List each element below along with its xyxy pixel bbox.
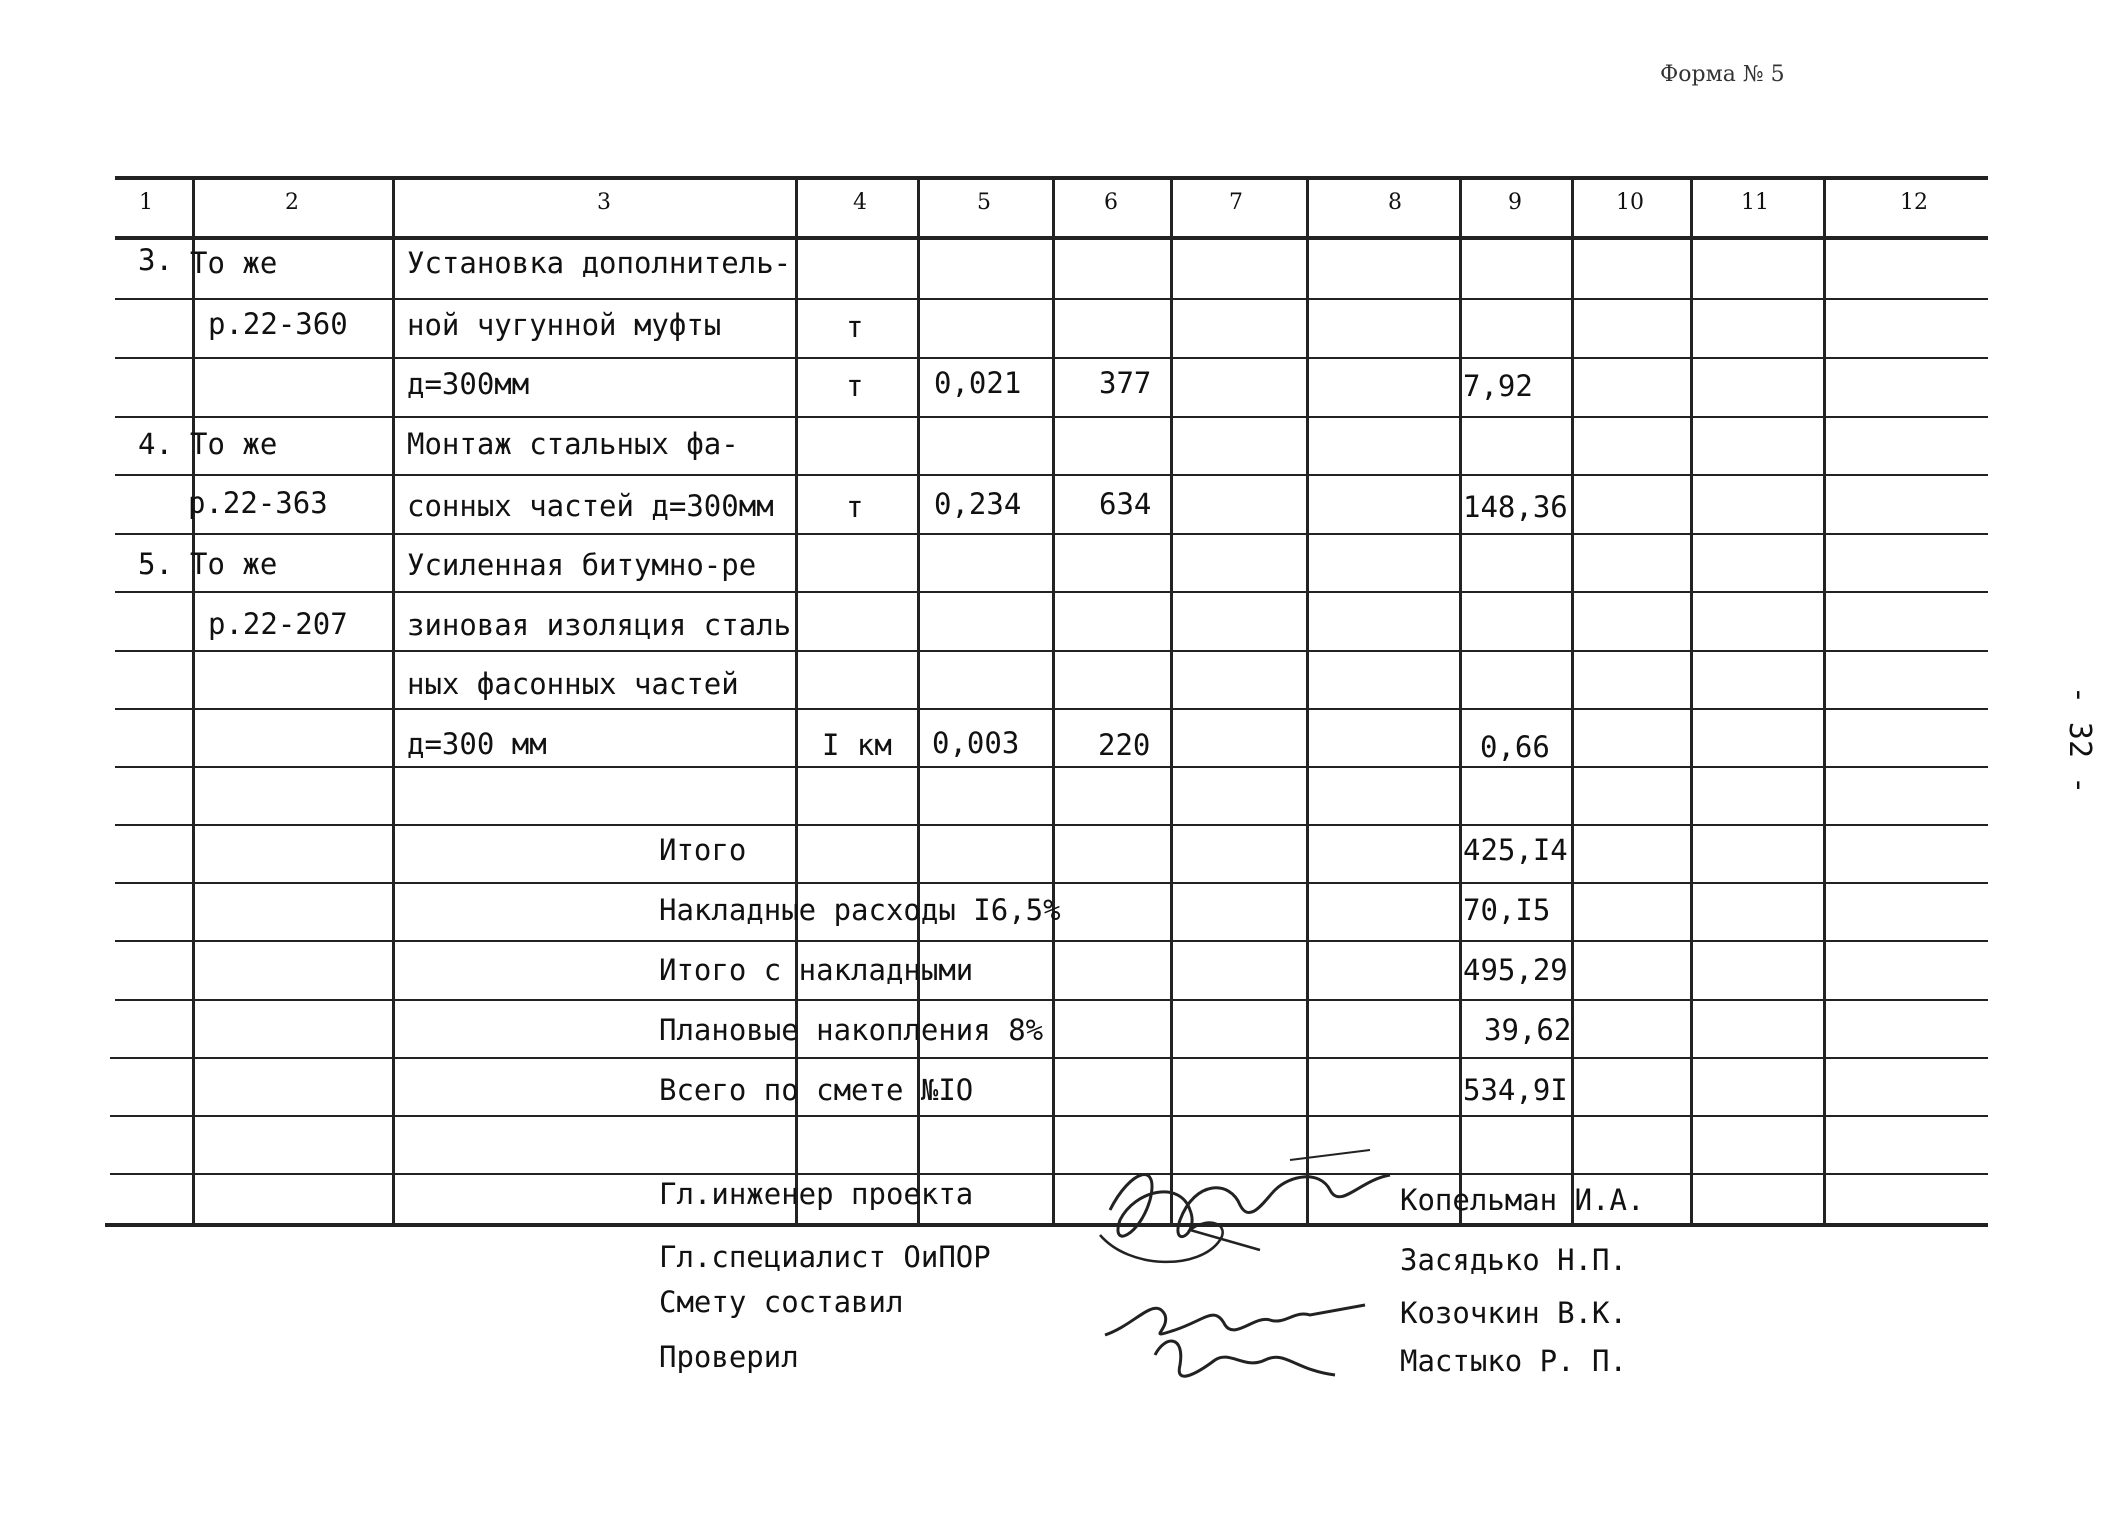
column-divider xyxy=(1170,176,1173,1223)
row-description: д=300 мм xyxy=(407,727,547,761)
signatory-role: Гл.инженер проекта xyxy=(659,1177,974,1211)
row-total: 0,66 xyxy=(1480,730,1550,764)
signatory-role: Гл.специалист ОиПОР xyxy=(659,1240,991,1274)
row-description: Монтаж стальных фа- xyxy=(407,427,739,461)
signatory-name: Мастыко Р. П. xyxy=(1400,1344,1627,1378)
form-label: Форма № 5 xyxy=(1660,62,1785,87)
summary-label: Накладные расходы I6,5% xyxy=(659,893,1061,927)
row-unit: I км xyxy=(822,728,892,762)
row-number: 4. xyxy=(138,427,173,461)
column-divider xyxy=(1052,176,1055,1223)
row-total: 148,36 xyxy=(1463,490,1568,524)
column-header: 4 xyxy=(853,190,867,215)
column-divider xyxy=(192,176,195,1223)
summary-label: Всего по смете №IO xyxy=(659,1073,974,1107)
column-divider xyxy=(1459,176,1462,1223)
row-total: 7,92 xyxy=(1463,369,1533,403)
column-header: 7 xyxy=(1229,190,1243,215)
summary-value: 534,9I xyxy=(1463,1073,1568,1107)
column-header: 5 xyxy=(977,190,991,215)
row-unit-price: 377 xyxy=(1099,366,1152,400)
signatory-name: Засядько Н.П. xyxy=(1400,1243,1627,1277)
column-header: 1 xyxy=(139,190,153,215)
summary-label: Итого с накладными xyxy=(659,953,974,987)
row-unit: т xyxy=(846,490,864,524)
row-reference: То же xyxy=(190,427,278,461)
signatory-role: Проверил xyxy=(659,1340,799,1374)
row-description: Усиленная битумно-ре xyxy=(407,548,757,582)
row-unit-price: 634 xyxy=(1099,487,1152,521)
row-description: зиновая изоляция сталь xyxy=(407,608,792,642)
signatory-name: Копельман И.А. xyxy=(1400,1183,1645,1217)
row-number: 5. xyxy=(138,547,173,581)
signatory-role: Смету составил xyxy=(659,1285,904,1319)
summary-label: Плановые накопления 8% xyxy=(659,1013,1044,1047)
column-divider xyxy=(795,176,798,1223)
row-quantity: 0,003 xyxy=(932,726,1020,760)
column-header: 8 xyxy=(1388,190,1402,215)
row-description: Установка дополнитель- xyxy=(407,246,792,280)
row-unit-price: 220 xyxy=(1098,728,1151,762)
column-header: 12 xyxy=(1900,190,1928,215)
summary-value: 70,I5 xyxy=(1463,893,1551,927)
row-reference: р.22-360 xyxy=(208,307,348,341)
row-reference: р.22-207 xyxy=(208,607,348,641)
column-divider xyxy=(392,176,395,1223)
row-description: д=300мм xyxy=(407,367,530,401)
row-reference: То же xyxy=(190,246,278,280)
column-divider xyxy=(1571,176,1574,1223)
column-divider xyxy=(1690,176,1693,1223)
column-header: 11 xyxy=(1741,190,1769,215)
column-header: 10 xyxy=(1616,190,1644,215)
summary-value: 39,62 xyxy=(1484,1013,1572,1047)
row-unit: т xyxy=(846,369,864,403)
summary-label: Итого xyxy=(659,833,747,867)
row-description: ных фасонных частей xyxy=(407,667,739,701)
column-header: 3 xyxy=(597,190,611,215)
summary-value: 425,I4 xyxy=(1463,833,1568,867)
column-header: 6 xyxy=(1104,190,1118,215)
signatory-name: Козочкин В.К. xyxy=(1400,1296,1627,1330)
column-divider xyxy=(1306,176,1309,1223)
row-description: ной чугунной муфты xyxy=(407,308,722,342)
summary-value: 495,29 xyxy=(1463,953,1568,987)
row-description: сонных частей д=300мм xyxy=(407,489,774,523)
column-header: 2 xyxy=(285,190,299,215)
row-quantity: 0,021 xyxy=(934,366,1022,400)
column-header: 9 xyxy=(1508,190,1522,215)
column-divider xyxy=(917,176,920,1223)
column-divider xyxy=(1823,176,1826,1223)
page-number: - 32 - xyxy=(2062,685,2098,795)
signature-chief-engineer xyxy=(1090,1140,1410,1274)
row-unit: т xyxy=(846,310,864,344)
table-bottom-border xyxy=(105,1223,1988,1227)
row-quantity: 0,234 xyxy=(934,487,1022,521)
signature-estimator xyxy=(1095,1275,1385,1399)
row-reference: р.22-363 xyxy=(188,486,328,520)
row-reference: То же xyxy=(190,547,278,581)
row-number: 3. xyxy=(138,243,173,277)
